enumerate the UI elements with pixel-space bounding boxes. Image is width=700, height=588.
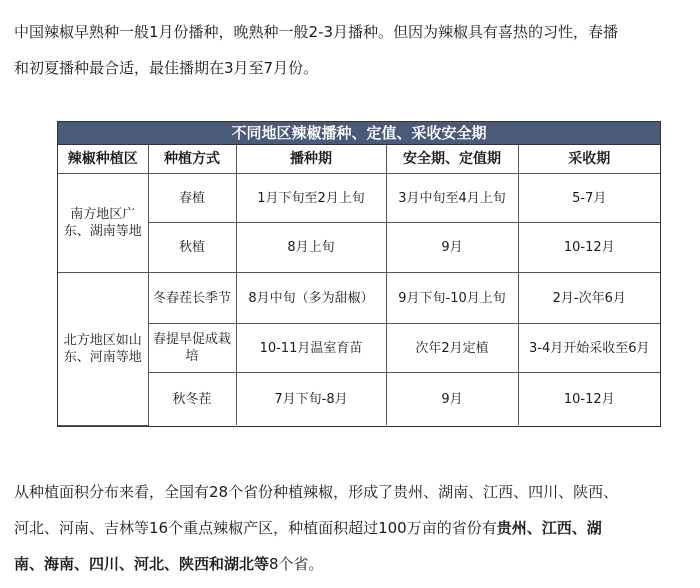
- table-title: 不同地区辣椒播种、定值、采收安全期: [58, 122, 660, 145]
- outro-line-3-bold: 南、海南、四川、河北、陕西和湖北等: [14, 555, 270, 573]
- cell-plant: 9月下旬-10月上旬: [386, 273, 518, 324]
- outro-line-2-bold: 贵州、江西、湖: [496, 519, 602, 537]
- cell-sow: 8月上旬: [236, 223, 386, 273]
- cell-sow: 1月下旬至2月上旬: [236, 174, 386, 223]
- cell-plant: 9月: [386, 373, 518, 426]
- header-row: [58, 145, 660, 174]
- outro-line-1: 从种植面积分布来看，全国有28个省份种植辣椒，形成了贵州、湖南、江西、四川、陕西、: [14, 483, 619, 501]
- header-plant: 安全期、定值期: [386, 145, 518, 174]
- outro-paragraph: [14, 474, 700, 582]
- outro-line-3-text: 8个省。: [269, 555, 324, 573]
- header-harvest: 采收期: [518, 145, 660, 174]
- cell-method: 秋冬茬: [148, 373, 236, 426]
- cell-sow: 10-11月温室育苗: [236, 324, 386, 373]
- cell-harvest: 2月-次年6月: [518, 273, 660, 324]
- schedule-grid: [58, 145, 660, 426]
- intro-paragraph: [14, 14, 700, 86]
- region-north: 北方地区如山东、河南等地: [58, 273, 148, 426]
- intro-line-1: 中国辣椒早熟种一般1月份播种，晚熟种一般2-3月播种。但因为辣椒具有喜热的习性，春播: [14, 23, 619, 41]
- table-row: [58, 273, 660, 324]
- cell-method: 春植: [148, 174, 236, 223]
- table-row: [58, 373, 660, 426]
- table-row: [58, 174, 660, 223]
- cell-method: 春提早促成栽培: [148, 324, 236, 373]
- cell-method: 秋植: [148, 223, 236, 273]
- outro-line-3: [14, 546, 700, 582]
- header-region: 辣椒种植区: [58, 145, 148, 174]
- cell-plant: 次年2月定植: [386, 324, 518, 373]
- cell-sow: 8月中旬（多为甜椒）: [236, 273, 386, 324]
- table-row: [58, 324, 660, 373]
- cell-plant: 3月中旬至4月上旬: [386, 174, 518, 223]
- intro-line-2: 和初夏播种最合适，最佳播期在3月至7月份。: [14, 59, 319, 77]
- cell-harvest: 5-7月: [518, 174, 660, 223]
- header-method: 种植方式: [148, 145, 236, 174]
- cell-harvest: 10-12月: [518, 223, 660, 273]
- header-sow: 播种期: [236, 145, 386, 174]
- cell-method: 冬春茬长季节: [148, 273, 236, 324]
- region-south: 南方地区广东、湖南等地: [58, 174, 148, 273]
- cell-plant: 9月: [386, 223, 518, 273]
- outro-line-2: [14, 510, 700, 546]
- cell-sow: 7月下旬-8月: [236, 373, 386, 426]
- cell-harvest: 3-4月开始采收至6月: [518, 324, 660, 373]
- outro-line-2-text: 河北、河南、吉林等16个重点辣椒产区，种植面积超过100万亩的省份有: [14, 519, 497, 537]
- table-row: [58, 223, 660, 273]
- cell-harvest: 10-12月: [518, 373, 660, 426]
- planting-schedule-table: [57, 121, 661, 427]
